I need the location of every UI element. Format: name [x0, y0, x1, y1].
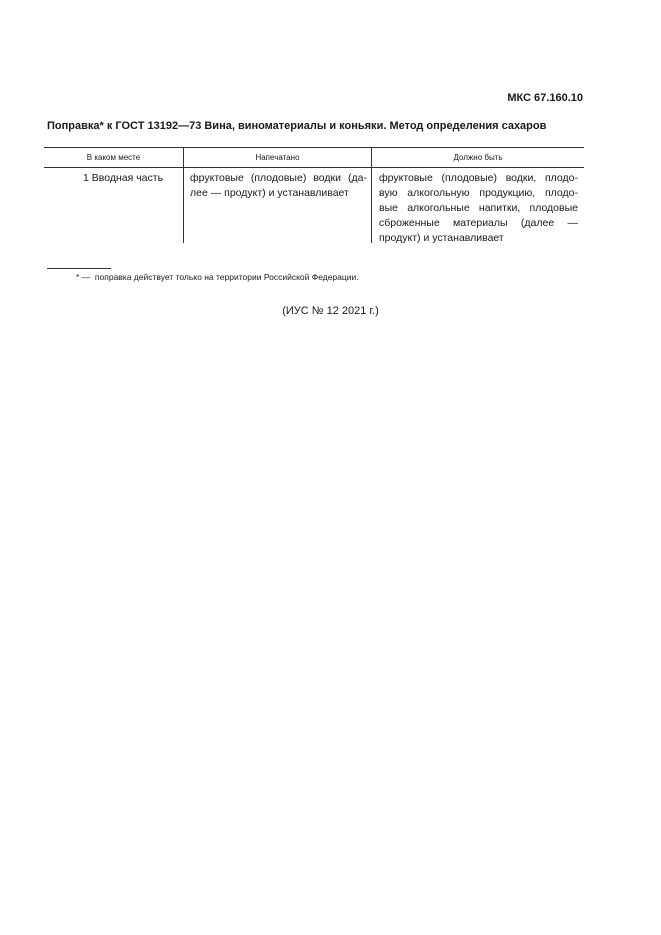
cell-printed: [183, 168, 371, 243]
should-be-line: вую алкогольную продукцию, плодо-: [379, 187, 578, 199]
table-row: [44, 168, 584, 243]
place-text: 1 Вводная часть: [83, 172, 164, 184]
footnote: [76, 272, 359, 282]
footnote-marker: * —: [76, 272, 91, 282]
should-be-line: сброженные материалы (далее —: [379, 217, 578, 229]
footnote-divider: [47, 268, 111, 269]
column-header-should-be: Должно быть: [371, 148, 584, 167]
should-be-line: вые алкогольные напитки, плодовые: [379, 202, 578, 214]
cell-place: [44, 168, 183, 243]
classification-code: МКС 67.160.10: [507, 92, 583, 104]
column-header-place: В каком месте: [86, 153, 141, 162]
should-be-line: продукт) и устанавливает: [379, 232, 504, 244]
column-header-printed: Напечатано: [183, 148, 371, 167]
issue-reference: (ИУС № 12 2021 г.): [282, 305, 379, 317]
printed-line: лее — продукт) и устанавливает: [190, 187, 349, 199]
footnote-text: поправка действует только на территории Российской Федерации.: [94, 272, 359, 282]
should-be-line: фруктовые (плодовые) водки, плодо-: [379, 172, 578, 184]
amendment-table: [44, 147, 584, 243]
printed-line: фруктовые (плодовые) водки (да-: [190, 172, 367, 184]
document-title: Поправка* к ГОСТ 13192—73 Вина, виноматериалы и коньяки. Метод определения сахаров: [47, 120, 547, 132]
table-header-row: [44, 148, 584, 168]
cell-should-be: [371, 168, 584, 243]
